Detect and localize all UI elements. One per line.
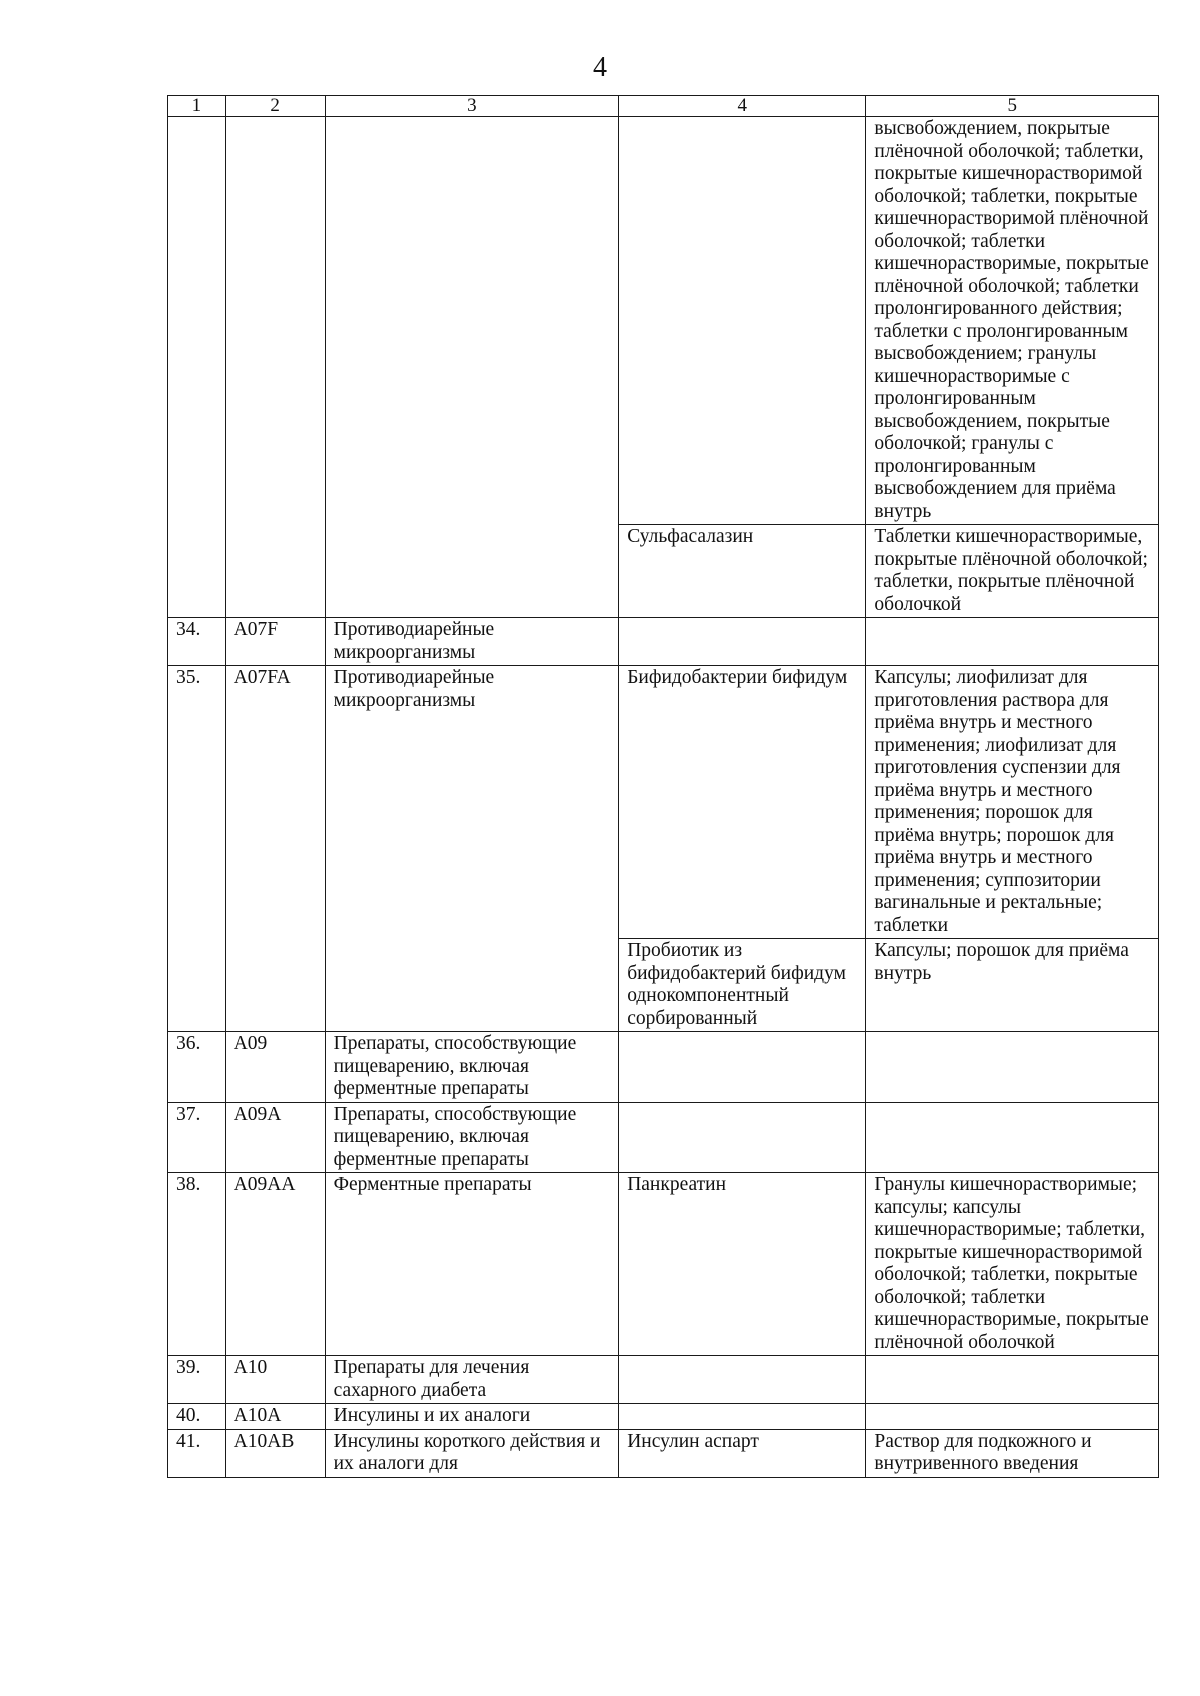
atc-code-cell [225,117,325,618]
column-header-2: 2 [225,96,325,117]
atc-code-cell: A10A [225,1404,325,1430]
column-header-3: 3 [325,96,619,117]
group-name-cell: Препараты, способствующие пищеварению, включая ферментные препараты [325,1032,619,1103]
atc-code-cell: A10AB [225,1429,325,1477]
drug-name-cell: Бифидобактерии бифидум [619,666,866,939]
row-number-cell: 41. [168,1429,226,1477]
table-row [168,1404,1159,1430]
drug-name-cell: Панкреатин [619,1173,866,1356]
drug-name-cell: Инсулин аспарт [619,1429,866,1477]
row-number-cell: 34. [168,618,226,666]
dosage-form-cell [866,1356,1159,1404]
dosage-form-cell [866,1032,1159,1103]
dosage-form-cell [866,1102,1159,1173]
dosage-form-cell: Таблетки кишечнорастворимые, покрытые плёночной оболочкой; таблетки, покрытые плёночной оболочкой [866,525,1159,618]
table-row [168,1429,1159,1477]
row-number-cell: 40. [168,1404,226,1430]
atc-code-cell: A07FA [225,666,325,1032]
row-number-cell: 35. [168,666,226,1032]
drug-name-cell [619,618,866,666]
table-row [168,1102,1159,1173]
table-row [168,1356,1159,1404]
dosage-form-cell: Капсулы; порошок для приёма внутрь [866,939,1159,1032]
atc-code-cell: A10 [225,1356,325,1404]
drug-name-cell: Пробиотик из бифидобактерий бифидум однокомпонентный сорбированный [619,939,866,1032]
table-header [168,96,1159,117]
group-name-cell: Ферментные препараты [325,1173,619,1356]
table-row [168,666,1159,939]
header-row [168,96,1159,117]
dosage-form-cell [866,1404,1159,1430]
drug-name-cell [619,1032,866,1103]
column-header-5: 5 [866,96,1159,117]
dosage-form-cell [866,618,1159,666]
drug-list-table [167,95,1159,1478]
drug-name-cell [619,1102,866,1173]
table-row [168,618,1159,666]
page-number: 4 [593,52,607,83]
column-header-1: 1 [168,96,226,117]
table-row [168,1173,1159,1356]
table-row [168,1032,1159,1103]
group-name-cell: Инсулины и их аналоги [325,1404,619,1430]
group-name-cell: Противодиарейные микроорганизмы [325,666,619,1032]
drug-name-cell [619,117,866,525]
column-header-4: 4 [619,96,866,117]
group-name-cell: Противодиарейные микроорганизмы [325,618,619,666]
dosage-form-cell: Капсулы; лиофилизат для приготовления раствора для приёма внутрь и местного применения; лиофилизат для приготовления суспензии для приёма внутрь и местного применения; порошок для приёма внутрь; порошок для приёма внутрь и местного применения; суппозитории вагинальные и ректальные; таблетки [866,666,1159,939]
atc-code-cell: A09 [225,1032,325,1103]
row-number-cell: 37. [168,1102,226,1173]
drug-name-cell [619,1356,866,1404]
dosage-form-cell: Гранулы кишечнорастворимые; капсулы; капсулы кишечнорастворимые; таблетки, покрытые кишечнорастворимой оболочкой; таблетки, покрытые оболочкой; таблетки кишечнорастворимые, покрытые плёночной оболочкой [866,1173,1159,1356]
row-number-cell [168,117,226,618]
group-name-cell [325,117,619,618]
atc-code-cell: A09A [225,1102,325,1173]
row-number-cell: 39. [168,1356,226,1404]
dosage-form-cell: высвобождением, покрытые плёночной оболочкой; таблетки, покрытые кишечнорастворимой оболочкой; таблетки, покрытые кишечнорастворимой плёночной оболочкой; таблетки кишечнорастворимые, покрытые плёночной оболочкой; таблетки пролонгированного действия; таблетки с пролонгированным высвобождением; гранулы кишечнорастворимые с пролонгированным высвобождением, покрытые оболочкой; гранулы с пролонгированным высвобождением для приёма внутрь [866,117,1159,525]
group-name-cell: Препараты, способствующие пищеварению, включая ферментные препараты [325,1102,619,1173]
drug-name-cell [619,1404,866,1430]
row-number-cell: 36. [168,1032,226,1103]
group-name-cell: Препараты для лечения сахарного диабета [325,1356,619,1404]
group-name-cell: Инсулины короткого действия и их аналоги для [325,1429,619,1477]
atc-code-cell: A07F [225,618,325,666]
row-number-cell: 38. [168,1173,226,1356]
drug-name-cell: Сульфасалазин [619,525,866,618]
atc-code-cell: A09AA [225,1173,325,1356]
table-row [168,117,1159,525]
dosage-form-cell: Раствор для подкожного и внутривенного введения [866,1429,1159,1477]
